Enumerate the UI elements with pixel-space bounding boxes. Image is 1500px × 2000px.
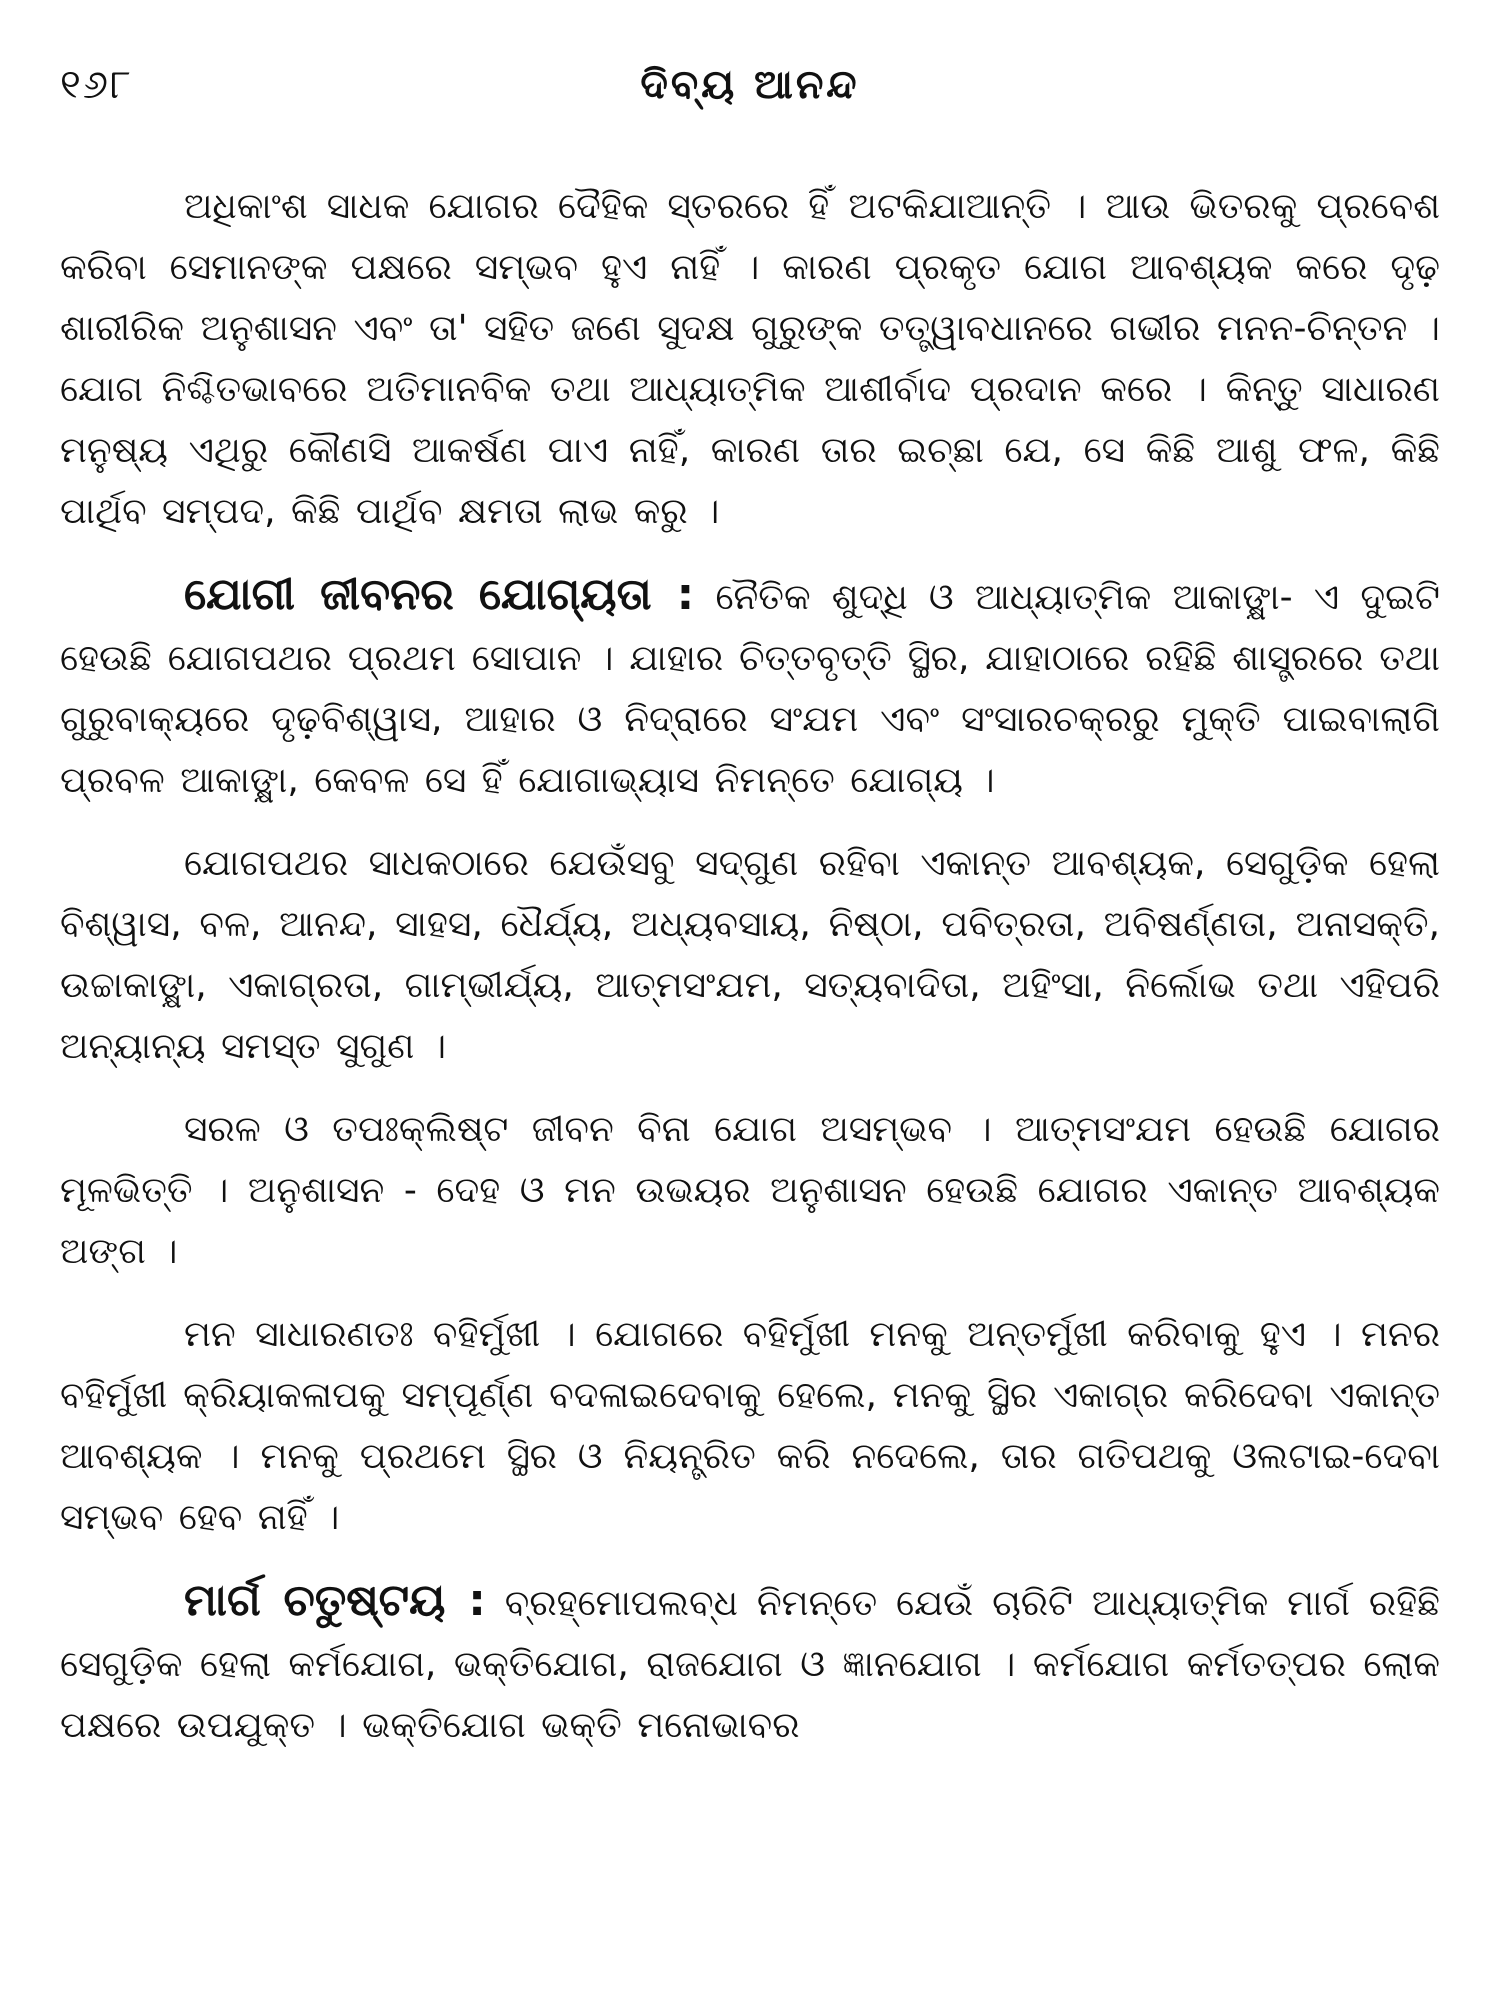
paragraph-text: ଅଧିକାଂଶ ସାଧକ ଯୋଗର ଦୈହିକ ସ୍ତରରେ ହିଁ ଅଟକିଯାଆନ୍ତି । ଆଉ ଭିତରକୁ ପ୍ରବେଶ କରିବା ସେମାନଙ୍କ ପକ୍ଷରେ ସମ୍ଭବ ହୁଏ ନାହିଁ । କାରଣ ପ୍ରକୃତ ଯୋଗ ଆବଶ୍ୟକ କରେ ଦୃଢ଼ ଶାରୀରିକ ଅନୁଶାସନ ଏବଂ ତା' ସହିତ ଜଣେ ସୁଦକ୍ଷ ଗୁରୁଙ୍କ ତତ୍ତ୍ୱାବଧାନରେ ଗଭୀର ମନନ-ଚିନ୍ତନ । ଯୋଗ ନିଶ୍ଚିତଭାବରେ ଅତିମାନବିକ ତଥା ଆଧ୍ୟାତ୍ମିକ ଆଶୀର୍ବାଦ ପ୍ରଦାନ କରେ । କିନ୍ତୁ ସାଧାରଣ ମନୁଷ୍ୟ ଏଥିରୁ କୌଣସି ଆକର୍ଷଣ ପାଏ ନାହିଁ, କାରଣ ତାର ଇଚ୍ଛା ଯେ, ସେ କିଛି ଆଶୁ ଫଳ, କିଛି ପାର୍ଥିବ ସମ୍ପଦ, କିଛି ପାର୍ଥିବ କ୍ଷମତା ଲାଭ କରୁ । bbox=[60, 186, 1440, 532]
paragraph-5 bbox=[60, 1304, 1440, 1548]
section-heading-four-paths: ମାର୍ଗ ଚତୁଷ୍ଟୟ : bbox=[184, 1575, 486, 1626]
paragraph-2 bbox=[60, 564, 1440, 811]
paragraph-1 bbox=[60, 176, 1440, 542]
paragraph-3 bbox=[60, 833, 1440, 1077]
paragraph-text: ଯୋଗପଥର ସାଧକଠାରେ ଯେଉଁସବୁ ସଦ୍‌ଗୁଣ ରହିବା ଏକାନ୍ତ ଆବଶ୍ୟକ, ସେଗୁଡ଼ିକ ହେଲା ବିଶ୍ୱାସ, ବଳ, ଆନନ୍ଦ, ସାହସ, ଧୈର୍ଯ୍ୟ, ଅଧ୍ୟବସାୟ, ନିଷ୍ଠା, ପବିତ୍ରତା, ଅବିଷର୍ଣ୍ଣତା, ଅନାସକ୍ତି, ଉଚ୍ଚାକାଙ୍କ୍ଷା, ଏକାଗ୍ରତା, ଗାମ୍ଭୀର୍ଯ୍ୟ, ଆତ୍ମସଂଯମ, ସତ୍ୟବାଦିତା, ଅହିଂସା, ନିର୍ଲୋଭ ତଥା ଏହିପରି ଅନ୍ୟାନ୍ୟ ସମସ୍ତ ସୁଗୁଣ । bbox=[60, 843, 1440, 1067]
page-header bbox=[60, 62, 1440, 132]
paragraph-text: ନୈତିକ ଶୁଦ୍ଧି ଓ ଆଧ୍ୟାତ୍ମିକ ଆକାଙ୍କ୍ଷା- ଏ ଦୁଇଟି ହେଉଛି ଯୋଗପଥର ପ୍ରଥମ ସୋପାନ । ଯାହାର ଚିତ୍ତବୃତ୍ତି ସ୍ଥିର, ଯାହାଠାରେ ରହିଛି ଶାସ୍ତ୍ରରେ ତଥା ଗୁରୁବାକ୍ୟରେ ଦୃଢ଼ବିଶ୍ୱାସ, ଆହାର ଓ ନିଦ୍ରାରେ ସଂଯମ ଏବଂ ସଂସାରଚକ୍ରରୁ ମୁକ୍ତି ପାଇବାଲାଗି ପ୍ରବଳ ଆକାଙ୍କ୍ଷା, କେବଳ ସେ ହିଁ ଯୋଗାଭ୍ୟାସ ନିମନ୍ତେ ଯୋଗ୍ୟ । bbox=[60, 577, 1441, 801]
paragraph-text: ବ୍ରହ୍ମୋପଲବ୍ଧ ନିମନ୍ତେ ଯେଉଁ ଚାରିଟି ଆଧ୍ୟାତ୍ମିକ ମାର୍ଗ ରହିଛି ସେଗୁଡ଼ିକ ହେଲା କର୍ମଯୋଗ, ଭକ୍ତିଯୋଗ, ରାଜଯୋଗ ଓ ଜ୍ଞାନଯୋଗ । କର୍ମଯୋଗ କର୍ମତତ୍ପର ଲୋକ ପକ୍ଷରେ ଉପଯୁକ୍ତ । ଭକ୍ତିଯୋଗ ଭକ୍ତି ମନୋଭାବର bbox=[60, 1583, 1440, 1746]
page-number: ୧୬୮ bbox=[60, 62, 133, 108]
paragraph-4 bbox=[60, 1099, 1440, 1282]
paragraph-text: ମନ ସାଧାରଣତଃ ବହିର୍ମୁଖୀ । ଯୋଗରେ ବହିର୍ମୁଖୀ ମନକୁ ଅନ୍ତର୍ମୁଖୀ କରିବାକୁ ହୁଏ । ମନର ବହିର୍ମୁଖୀ କ୍ରିୟାକଳାପକୁ ସମ୍ପୂର୍ଣ୍ଣ ବଦଳାଇଦେବାକୁ ହେଲେ, ମନକୁ ସ୍ଥିର ଏକାଗ୍ର କରିଦେବା ଏକାନ୍ତ ଆବଶ୍ୟକ । ମନକୁ ପ୍ରଥମେ ସ୍ଥିର ଓ ନିୟନ୍ତ୍ରିତ କରି ନଦେଲେ, ତାର ଗତିପଥକୁ ଓଲଟାଇ-ଦେବା ସମ୍ଭବ ହେବ ନାହିଁ । bbox=[60, 1314, 1440, 1538]
paragraph-6 bbox=[60, 1570, 1440, 1756]
paragraph-text: ସରଳ ଓ ତପଃକ୍ଲିଷ୍ଟ ଜୀବନ ବିନା ଯୋଗ ଅସମ୍ଭବ । ଆତ୍ମସଂଯମ ହେଉଛି ଯୋଗର ମୂଳଭିତ୍ତି । ଅନୁଶାସନ - ଦେହ ଓ ମନ ଉଭୟର ଅନୁଶାସନ ହେଉଛି ଯୋଗର ଏକାନ୍ତ ଆବଶ୍ୟକ ଅଙ୍ଗ । bbox=[60, 1109, 1440, 1272]
section-heading-yogi-qualification: ଯୋଗୀ ଜୀବନର ଯୋଗ୍ୟତା : bbox=[184, 569, 695, 620]
running-title: ଦିବ୍ୟ ଆନନ୍ଦ bbox=[640, 62, 860, 108]
